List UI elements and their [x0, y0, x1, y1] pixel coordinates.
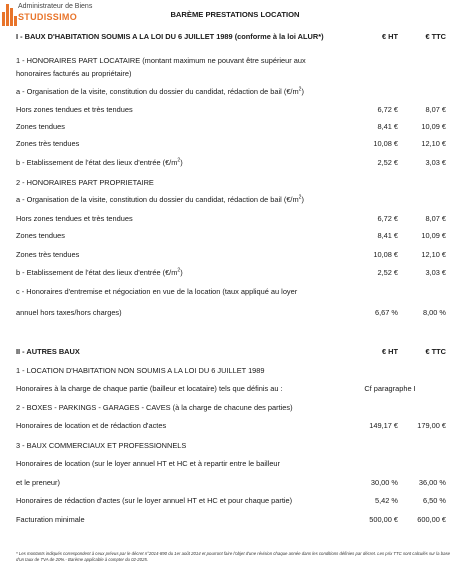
table-row	[0, 104, 470, 116]
row-label: b - Etablissement de l'état des lieux d'entrée $(€/m^2)$	[16, 267, 183, 277]
table-row	[0, 440, 470, 452]
price-ttc: 10,09 €	[421, 122, 446, 131]
table-row	[0, 86, 470, 98]
price-ttc: 12,10 €	[421, 250, 446, 259]
row-label: 2 - BOXES - PARKINGS - GARAGES - CAVES (à la charge de chacune des parties)	[16, 403, 293, 412]
reference-note: Cf paragraphe I	[364, 384, 416, 393]
row-label: Hors zones tendues et très tendues	[16, 105, 133, 114]
price-ht: 10,08 €	[373, 139, 398, 148]
row-label: Facturation minimale	[16, 515, 85, 524]
table-row	[0, 383, 470, 395]
price-ttc: 6,50 %	[422, 496, 446, 505]
price-ht: 2,52 €	[377, 158, 398, 167]
table-row	[0, 402, 470, 414]
table-row	[0, 249, 470, 261]
logo-tagline: Administrateur de Biens	[18, 3, 93, 10]
price-ht: 8,41 €	[377, 122, 398, 131]
price-ht: 5,42 %	[374, 496, 398, 505]
row-label: Honoraires de location (sur le loyer annuel HT et HC et à repartir entre le bailleur	[16, 459, 281, 468]
row-label: Honoraires à la charge de chaque partie (bailleur et locataire) tels que définis au :	[16, 384, 283, 393]
table-row	[0, 138, 470, 150]
table-row	[0, 213, 470, 225]
price-ttc: 179,00 €	[417, 421, 446, 430]
table-row	[0, 307, 470, 319]
row-label: a - Organisation de la visite, constitution du dossier du candidat, rédaction de bail $(€/m^2)$	[16, 86, 304, 96]
price-ht: 149,17 €	[369, 421, 398, 430]
price-ht: 30,00 %	[370, 478, 398, 487]
table-row	[0, 286, 470, 298]
row-label: I - BAUX D'HABITATION SOUMIS A LA LOI DU 6 JUILLET 1989 (conforme à la loi ALUR*)	[16, 32, 324, 41]
row-label: Zones tendues	[16, 122, 65, 131]
table-row	[0, 267, 470, 279]
row-label: et le preneur)	[16, 478, 60, 487]
row-label: 1 - HONORAIRES PART LOCATAIRE (montant maximum ne pouvant être supérieur aux	[16, 56, 306, 65]
price-ttc: 600,00 €	[417, 515, 446, 524]
row-label: Zones très tendues	[16, 250, 80, 259]
price-ht: 6,72 €	[377, 105, 398, 114]
row-label: b - Etablissement de l'état des lieux d'entrée $(€/m^2)$	[16, 157, 183, 167]
table-row	[0, 55, 470, 67]
table-row	[0, 194, 470, 206]
price-ttc: 8,00 %	[422, 308, 446, 317]
row-label: c - Honoraires d'entremise et négociation en vue de la location (taux appliqué au loyer	[16, 287, 298, 296]
page-title: BARÈME PRESTATIONS LOCATION	[170, 10, 300, 19]
price-ttc: 3,03 €	[425, 158, 446, 167]
row-label: honoraires facturés au propriétaire)	[16, 69, 132, 78]
table-row	[0, 495, 470, 507]
price-ht: 500,00 €	[369, 515, 398, 524]
row-label: II - AUTRES BAUX	[16, 347, 80, 356]
table-row	[0, 365, 470, 377]
row-label: 1 - LOCATION D'HABITATION NON SOUMIS A LA LOI DU 6 JUILLET 1989	[16, 366, 265, 375]
price-ht: 2,52 €	[377, 268, 398, 277]
price-ttc: 8,07 €	[425, 105, 446, 114]
price-ttc: 12,10 €	[421, 139, 446, 148]
table-row	[0, 420, 470, 432]
row-label: Honoraires de rédaction d'actes (sur le loyer annuel HT et HC et pour chaque partie)	[16, 496, 293, 505]
row-label: annuel hors taxes/hors charges)	[16, 308, 122, 317]
section-header-row	[0, 31, 470, 43]
row-label: Hors zones tendues et très tendues	[16, 214, 133, 223]
price-ttc: € TTC	[425, 347, 446, 356]
table-row	[0, 230, 470, 242]
table-row	[0, 458, 470, 470]
price-ht: 8,41 €	[377, 231, 398, 240]
table-row	[0, 68, 470, 80]
price-ht: 10,08 €	[373, 250, 398, 259]
footnote: * Les montants indiqués correspondent à ceux prévus par le décret n°2014-890 du 1er août 2014 et pourront faire l'objet d'une révision chaque année dans les conditions définies par décret. Les prix TTC sont calculés sur la base d'un taux de TVA de 20%.- Barème applicable à compter du 02-2025.	[16, 551, 451, 562]
row-label: 2 - HONORAIRES PART PROPRIETAIRE	[16, 178, 154, 187]
row-label: Zones tendues	[16, 231, 65, 240]
price-ttc: 36,00 %	[418, 478, 446, 487]
price-ht: 6,67 %	[374, 308, 398, 317]
section-header-row	[0, 346, 470, 358]
price-ttc: € TTC	[425, 32, 446, 41]
row-label: Zones très tendues	[16, 139, 80, 148]
price-ht: € HT	[381, 32, 398, 41]
table-row	[0, 514, 470, 526]
row-label: Honoraires de location et de rédaction d'actes	[16, 421, 167, 430]
logo-brand: STUDISSIMO	[18, 12, 78, 22]
table-row	[0, 177, 470, 189]
price-ttc: 10,09 €	[421, 231, 446, 240]
table-row	[0, 477, 470, 489]
price-ttc: 3,03 €	[425, 268, 446, 277]
table-row	[0, 157, 470, 169]
price-ht: 6,72 €	[377, 214, 398, 223]
price-ttc: 8,07 €	[425, 214, 446, 223]
price-ht: € HT	[381, 347, 398, 356]
row-label: 3 - BAUX COMMERCIAUX ET PROFESSIONNELS	[16, 441, 187, 450]
table-row	[0, 121, 470, 133]
row-label: a - Organisation de la visite, constitution du dossier du candidat, rédaction de bail $(€/m^2)$	[16, 194, 304, 204]
